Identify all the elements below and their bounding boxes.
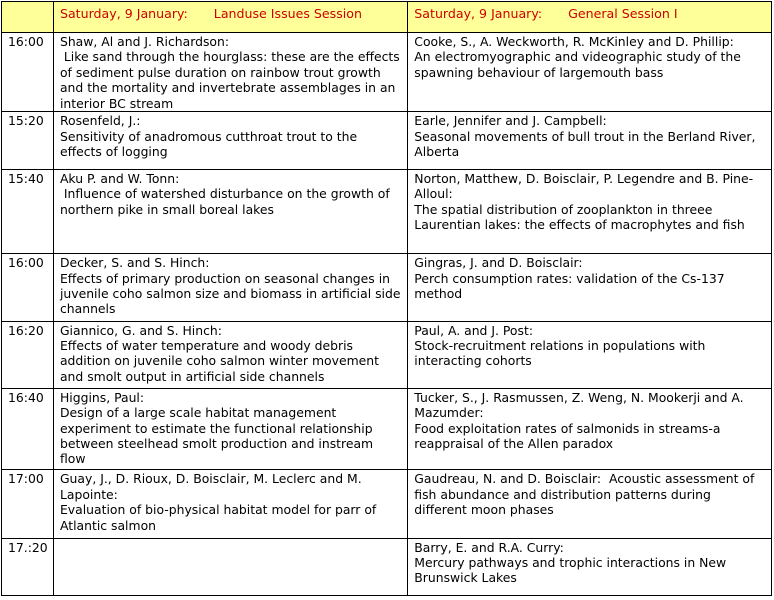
presentation-title: Stock-recruitment relations in populations with interacting cohorts — [414, 337, 710, 369]
table-row — [2, 33, 772, 112]
presentation-authors: Higgins, Paul: — [59, 389, 145, 405]
presentation-authors: Paul, A. and J. Post: — [414, 322, 533, 338]
presentation-title: Design of a large scale habitat management experiment to estimate the functional relationship between steelhead smolt production and instream flow — [59, 405, 378, 467]
time-cell: 17:00 — [2, 470, 54, 538]
presentation-authors: Norton, Matthew, D. Boisclair, P. Legendre and B. Pine-Alloul: — [414, 170, 754, 202]
schedule-body — [2, 33, 772, 596]
landuse-session-cell — [53, 388, 407, 469]
header-left-day: Saturday, 9 January: — [59, 6, 188, 21]
general-session-cell — [408, 388, 772, 469]
table-row — [2, 538, 772, 595]
presentation-title: Effects of water temperature and woody debris addition on juvenile coho salmon winter movement and smolt output in artificial side channels — [59, 337, 383, 384]
time-cell: 16:40 — [2, 388, 54, 469]
time-cell: 16:00 — [2, 33, 54, 112]
presentation-authors: Gaudreau, N. and D. Boisclair: Acoustic assessment of fish abundance and distribution patterns during different moon phases — [414, 471, 759, 518]
presentation-authors: Guay, J., D. Rioux, D. Boisclair, M. Leclerc and M. Lapointe: — [59, 471, 366, 502]
presentation-authors: Barry, E. and R.A. Curry: — [414, 539, 564, 555]
presentation-title: Influence of watershed disturbance on the growth of northern pike in small boreal lakes — [59, 186, 394, 217]
landuse-session-cell — [53, 254, 407, 321]
presentation-title: Like sand through the hourglass: these are the effects of sediment pulse duration on rainbow trout growth and the mortality and invertebrate assemblages in an interior BC stream — [59, 49, 404, 111]
table-row — [2, 254, 772, 321]
general-session-cell — [408, 254, 772, 321]
general-session-cell — [408, 321, 772, 388]
presentation-authors: Aku P. and W. Tonn: — [59, 170, 180, 186]
header-general-session — [408, 2, 772, 33]
landuse-session-cell — [53, 470, 407, 538]
time-cell: 17.:20 — [2, 538, 54, 595]
presentation-authors: Rosenfeld, J.: — [59, 113, 141, 129]
header-corner-cell — [2, 2, 54, 33]
presentation-title: Seasonal movements of bull trout in the Berland River, Alberta — [414, 128, 760, 160]
time-cell: 16:00 — [2, 254, 54, 321]
header-row — [2, 2, 772, 33]
table-row — [2, 112, 772, 169]
header-left-session: Landuse Issues Session — [213, 6, 362, 21]
table-row — [2, 470, 772, 538]
landuse-session-cell — [53, 321, 407, 388]
presentation-authors: Tucker, S., J. Rasmussen, Z. Weng, N. Mookerji and A. Mazumder: — [414, 389, 748, 421]
table-row — [2, 321, 772, 388]
presentation-title: Mercury pathways and trophic interactions in New Brunswick Lakes — [414, 555, 731, 586]
presentation-title: Effects of primary production on seasonal changes in juvenile coho salmon size and biomass in artificial side channels — [59, 270, 405, 317]
presentation-authors: Gingras, J. and D. Boisclair: — [414, 255, 583, 271]
presentation-title: An electromyographic and videographic study of the spawning behaviour of largemouth bass — [414, 49, 745, 80]
general-session-cell — [408, 169, 772, 253]
presentation-title: Sensitivity of anadromous cutthroat trout to the effects of logging — [59, 128, 362, 160]
presentation-authors: Giannico, G. and S. Hinch: — [59, 322, 222, 338]
presentation-title: Evaluation of bio-physical habitat model for parr of Atlantic salmon — [59, 502, 381, 533]
header-landuse-session — [53, 2, 407, 33]
general-session-cell — [408, 33, 772, 112]
general-session-cell — [408, 538, 772, 595]
general-session-cell — [408, 112, 772, 169]
table-row — [2, 388, 772, 469]
session-schedule-table — [1, 1, 772, 596]
presentation-authors: Cooke, S., A. Weckworth, R. McKinley and D. Phillip: — [414, 34, 734, 49]
presentation-title: The spatial distribution of zooplankton in threee Laurentian lakes: the effects of macrophytes and fish — [414, 201, 745, 232]
landuse-session-cell — [53, 112, 407, 169]
presentation-title: Perch consumption rates: validation of the Cs-137 method — [414, 270, 729, 301]
time-cell: 16:20 — [2, 321, 54, 388]
general-session-cell — [408, 470, 772, 538]
landuse-session-cell — [53, 538, 407, 595]
landuse-session-cell — [53, 169, 407, 253]
header-right-day: Saturday, 9 January: — [414, 6, 543, 21]
landuse-session-cell — [53, 33, 407, 112]
presentation-authors: Earle, Jennifer and J. Campbell: — [414, 113, 607, 129]
time-cell: 15:20 — [2, 112, 54, 169]
presentation-authors: Shaw, Al and J. Richardson: — [59, 34, 230, 49]
presentation-authors: Decker, S. and S. Hinch: — [59, 255, 210, 271]
time-cell: 15:40 — [2, 169, 54, 253]
presentation-title: Food exploitation rates of salmonids in streams-a reappraisal of the Allen paradox — [414, 420, 725, 452]
header-right-session: General Session I — [568, 6, 678, 21]
table-row — [2, 169, 772, 253]
